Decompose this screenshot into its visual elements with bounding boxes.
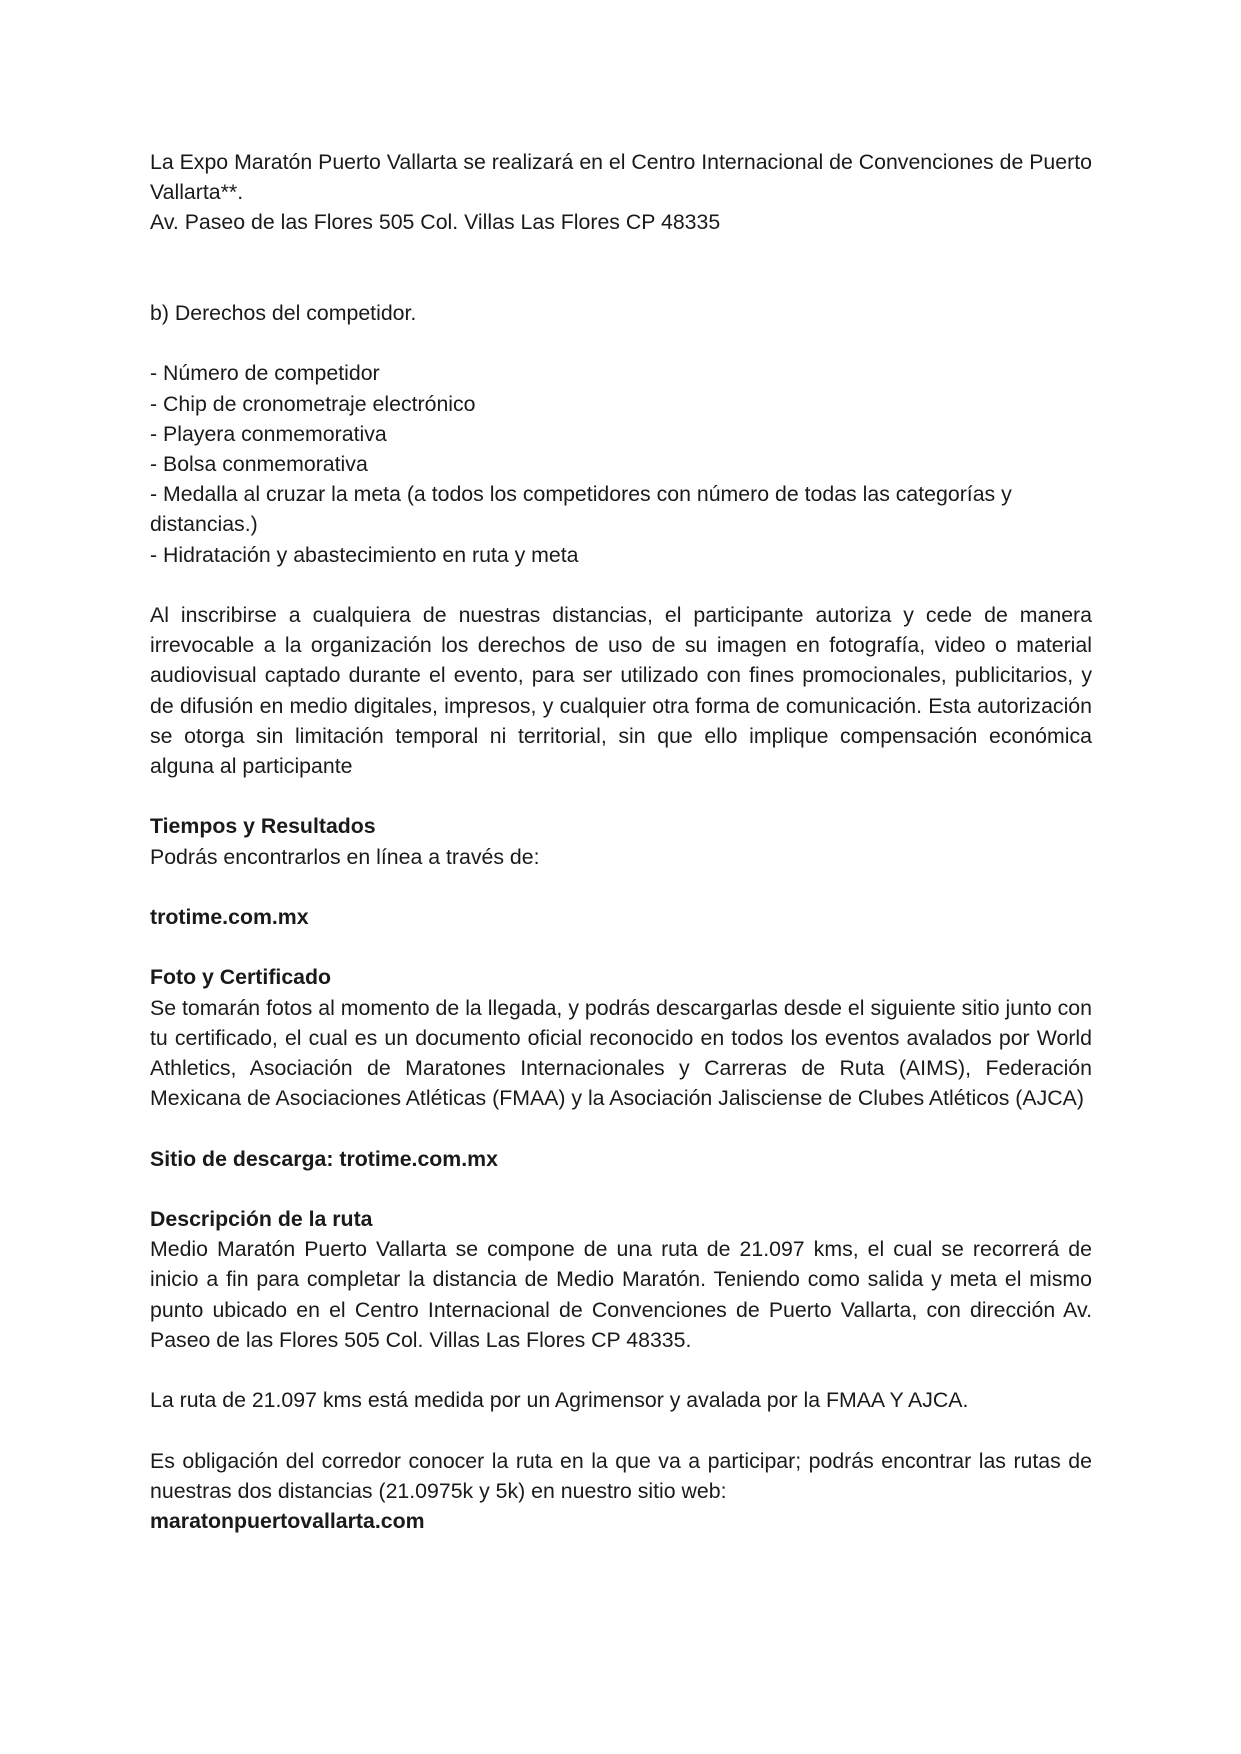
rights-list-item: - Número de competidor [150,361,380,386]
image-consent-paragraph: Al inscribirse a cualquiera de nuestras distancias, el participante autoriza y cede de manera irrevocable a la organización los derechos de uso de su imagen en fotografía, video o material audiovisual captado durante el evento, para ser utilizado con fines promocionales, publicitarios, y de difusión en medio digitales, impresos, y cualquier otra forma de comunicación. Esta autorización se otorga sin limitación temporal ni territorial, sin que ello implique compensación económica alguna al participante [150,603,1092,779]
rights-list-item: - Hidratación y abastecimiento en ruta y meta [150,542,579,567]
spacer [150,238,1092,298]
spacer [150,781,1092,811]
spacer [150,872,1092,902]
spacer [150,1174,1092,1204]
rights-list-item: - Playera conmemorativa [150,421,387,446]
route-measured-text: La ruta de 21.097 kms está medida por un Agrimensor y avalada por la FMAA Y AJCA. [150,1388,969,1413]
rights-heading: b) Derechos del competidor. [150,301,417,325]
photo-paragraph: Se tomarán fotos al momento de la llegada, y podrás descargarlas desde el siguiente sitio junto con tu certificado, el cual es un documento oficial reconocido en todos los eventos avalados por World Athletics, Asociación de Maratones Internacionales y Carreras de Ruta (AIMS), Federación Mexicana de Asociaciones Atléticas (FMAA) y la Asociación Jalisciense de Clubes Atléticos (AJCA) [150,995,1092,1111]
spacer [150,932,1092,962]
spacer [150,570,1092,600]
rights-list-item: - Medalla al cruzar la meta (a todos los competidores con número de todas las categorías y distancias.) [150,482,1012,537]
photo-heading: Foto y Certificado [150,965,332,990]
expo-venue-text: La Expo Maratón Puerto Vallarta se realizará en el Centro Internacional de Convenciones de Puerto Vallarta**. [150,150,1092,205]
rights-list-item: - Chip de cronometraje electrónico [150,391,476,416]
route-paragraph: Medio Maratón Puerto Vallarta se compone de una ruta de 21.097 kms, el cual se recorrerá de inicio a fin para completar la distancia de Medio Maratón. Teniendo como salida y meta el mismo punto ubicado en el Centro Internacional de Convenciones de Puerto Vallarta, con dirección Av. Paseo de las Flores 505 Col. Villas Las Flores CP 48335. [150,1237,1092,1352]
spacer [150,1415,1092,1445]
spacer [150,328,1092,358]
expo-address-text: Av. Paseo de las Flores 505 Col. Villas Las Flores CP 48335 [150,210,721,235]
spacer [150,1113,1092,1143]
rights-list-item: - Bolsa conmemorativa [150,452,368,476]
document-page [150,147,1092,1536]
times-text: Podrás encontrarlos en línea a través de: [150,844,540,869]
route-heading: Descripción de la ruta [150,1206,373,1231]
route-obligation-paragraph: Es obligación del corredor conocer la ruta en la que va a participar; podrás encontrar las rutas de nuestras dos distancias (21.0975k y 5k) en nuestro sitio web: [150,1448,1092,1503]
download-site-link[interactable]: Sitio de descarga: trotime.com.mx [150,1146,498,1171]
times-heading: Tiempos y Resultados [150,814,376,839]
spacer [150,1355,1092,1385]
website-link[interactable]: maratonpuertovallarta.com [150,1508,425,1533]
times-link[interactable]: trotime.com.mx [150,905,309,929]
